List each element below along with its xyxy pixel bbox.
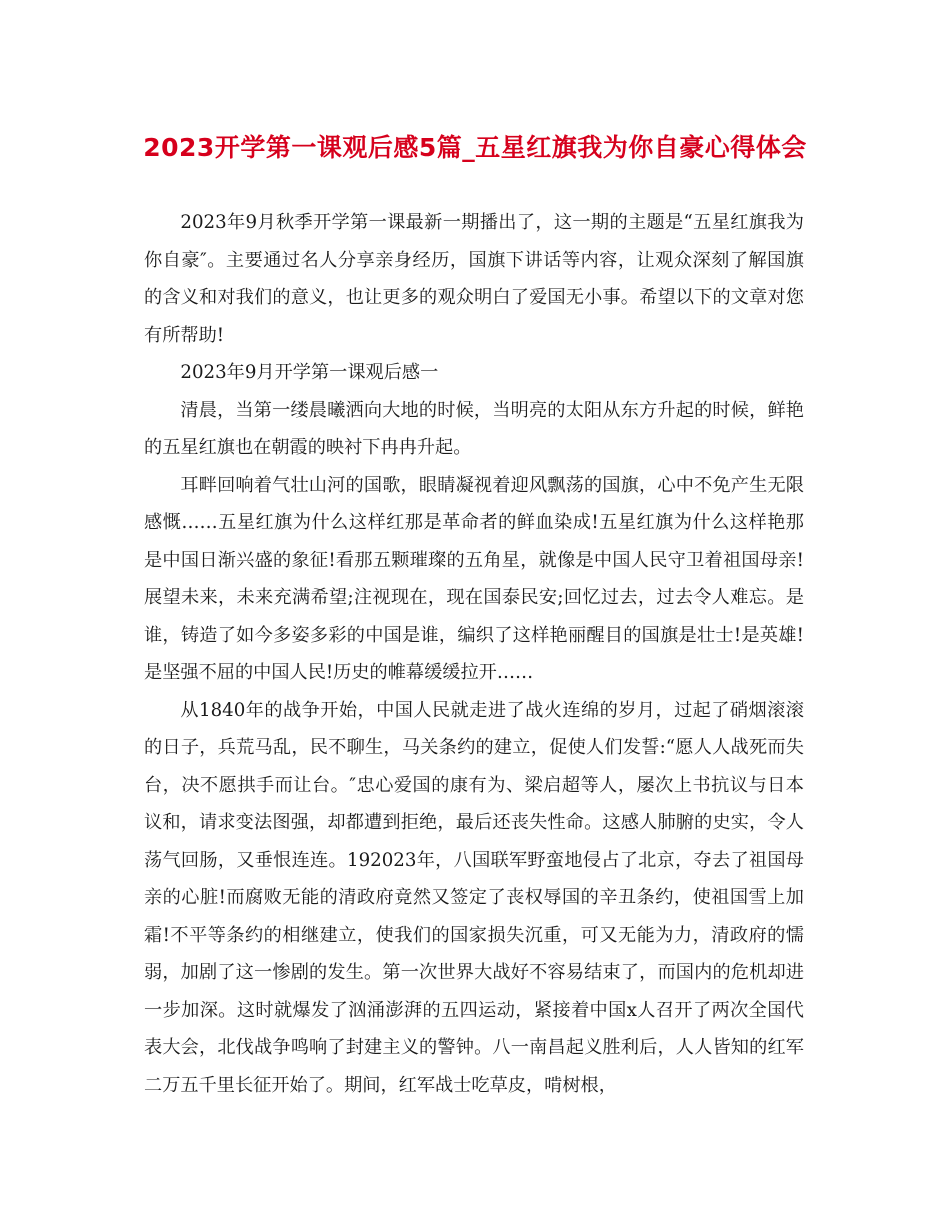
body-paragraph: 耳畔回响着气壮山河的国歌，眼睛凝视着迎风飘荡的国旗，心中不免产生无限感慨……五星红旗为什么这样红那是革命者的鲜血染成!五星红旗为什么这样艳那是中国日渐兴盛的象征!看那五颗璀璨的五角星，就像是中国人民守卫着祖国母亲!展望未来，未来充满希望;注视现在，现在国泰民安;回忆过去，过去令人难忘。是谁，铸造了如今多姿多彩的中国是谁，编织了这样艳丽醒目的国旗是壮士!是英雄!是坚强不屈的中国人民!历史的帷幕缓缓拉开……	[144, 474, 804, 683]
body-paragraph: 清晨，当第一缕晨曦洒向大地的时候，当明亮的太阳从东方升起的时候，鲜艳的五星红旗也在朝霞的映衬下冉冉升起。	[144, 399, 804, 458]
body-paragraph: 从1840年的战争开始，中国人民就走进了战火连绵的岁月，过起了硝烟滚滚的日子，兵荒马乱，民不聊生，马关条约的建立，促使人们发誓:“愿人人战死而失台，决不愿拱手而让台。″忠心爱国的康有为、梁启超等人，屡次上书抗议与日本议和，请求变法图强，却都遭到拒绝，最后还丧失性命。这感人肺腑的史实，令人荡气回肠，又垂恨连连。192023年，八国联军野蛮地侵占了北京，夺去了祖国母亲的心脏!而腐败无能的清政府竟然又签定了丧权辱国的辛丑条约，使祖国雪上加霜!不平等条约的相继建立，使我们的国家损失沉重，可又无能为力，清政府的懦弱，加剧了这一惨剧的发生。第一次世界大战好不容易结束了，而国内的危机却进一步加深。这时就爆发了汹涌澎湃的五四运动，紧接着中国x人召开了两次全国代表大会，北伐战争鸣响了封建主义的警钟。八一南昌起义胜利后，人人皆知的红军二万五千里长征开始了。期间，红军战士吃草皮，啃树根，	[144, 699, 804, 1096]
section-heading: 2023年9月开学第一课观后感一	[180, 362, 439, 383]
article-body	[144, 204, 804, 1104]
page-title: 2023开学第一课观后感5篇_五星红旗我为你自豪心得体会	[143, 133, 807, 162]
intro-paragraph: 2023年9月秋季开学第一课最新一期播出了，这一期的主题是“五星红旗我为你自豪″。主要通过名人分享亲身经历，国旗下讲话等内容，让观众深刻了解国旗的含义和对我们的意义，也让更多的观众明白了爱国无小事。希望以下的文章对您有所帮助!	[144, 212, 804, 346]
